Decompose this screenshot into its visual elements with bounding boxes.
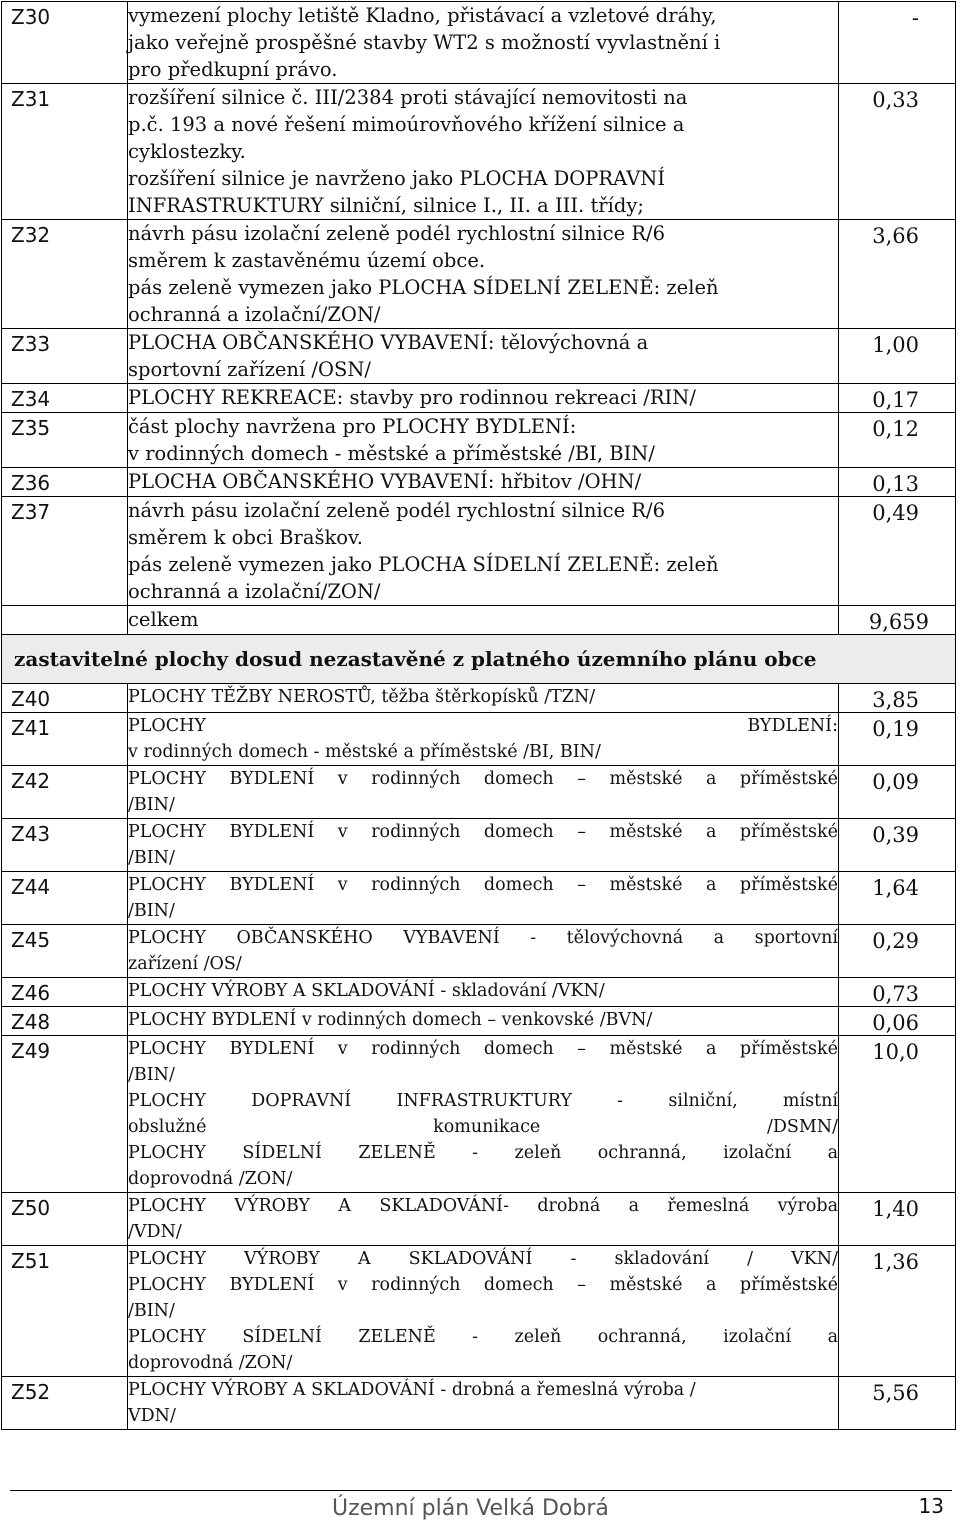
zone-row	[2, 925, 956, 978]
zone-description-line: sportovní zařízení /OSN/	[128, 358, 371, 381]
footer-divider	[10, 1490, 952, 1491]
zone-description-cell	[128, 384, 839, 413]
zone-area-value: 3,85	[872, 688, 919, 712]
zone-id: Z51	[11, 1249, 51, 1273]
zone-description-line: ochranná a izolační/ZON/	[128, 580, 381, 603]
zone-area-cell	[839, 713, 956, 766]
zone-id-cell	[2, 1007, 128, 1036]
zone-id: Z31	[11, 87, 51, 111]
zone-description-cell	[128, 1036, 839, 1193]
zone-description-line: návrh pásu izolační zeleně podél rychlostní silnice R/6	[128, 499, 665, 522]
zone-description-line: /BIN/	[128, 1065, 175, 1085]
zone-description-cell	[128, 84, 839, 220]
zone-id-cell	[2, 384, 128, 413]
zone-id-cell	[2, 872, 128, 925]
zone-id-cell	[2, 2, 128, 84]
zone-area-value: 0,06	[872, 1011, 919, 1035]
zone-area-value: 0,73	[872, 982, 919, 1006]
zone-id: Z33	[11, 332, 51, 356]
zone-description-line: /BIN/	[128, 848, 175, 868]
zone-description-cell	[128, 1246, 839, 1377]
zone-id: Z50	[11, 1196, 51, 1220]
zone-description-cell	[128, 2, 839, 84]
zone-id-cell	[2, 84, 128, 220]
zone-area-cell	[839, 220, 956, 329]
zone-id: Z32	[11, 223, 51, 247]
zone-id: Z37	[11, 500, 51, 524]
zone-description-line: směrem k zastavěnému území obce.	[128, 249, 486, 272]
zone-id-cell	[2, 925, 128, 978]
zone-row	[2, 384, 956, 413]
zone-description-line: PLOCHY VÝROBY A SKLADOVÁNÍ - drobná a řemeslná výroba /	[128, 1380, 696, 1400]
zone-description-line: PLOCHY SÍDELNÍ ZELENĚ - zeleň ochranná, izolační a	[128, 1143, 838, 1163]
zone-description-line: pás zeleně vymezen jako PLOCHA SÍDELNÍ ZELENĚ: zeleň	[128, 553, 719, 576]
zone-row	[2, 1036, 956, 1193]
zone-row	[2, 819, 956, 872]
zone-row	[2, 1007, 956, 1036]
total-id-cell	[2, 606, 128, 635]
zone-description-line: PLOCHY BYDLENÍ v rodinných domech – městské a příměstské	[128, 1039, 838, 1059]
zone-id: Z43	[11, 822, 51, 846]
zone-description-line: PLOCHY BYDLENÍ v rodinných domech – městské a příměstské	[128, 875, 838, 895]
zone-area-value: 3,66	[872, 224, 919, 248]
zone-description-cell	[128, 713, 839, 766]
zone-area-cell	[839, 1377, 956, 1430]
zone-description-cell	[128, 329, 839, 384]
zone-description-line: rozšíření silnice je navrženo jako PLOCHA DOPRAVNÍ	[128, 167, 666, 190]
zone-description-line: obslužné komunikace /DSMN/	[128, 1117, 838, 1137]
zone-description-cell	[128, 468, 839, 497]
zone-area-value: -	[911, 6, 919, 30]
zone-description-line: jako veřejně prospěšné stavby WT2 s možností vyvlastnění i	[128, 31, 721, 54]
zone-id-cell	[2, 220, 128, 329]
zone-id-cell	[2, 684, 128, 713]
zone-description-line: INFRASTRUKTURY silniční, silnice I., II. a III. třídy;	[128, 194, 644, 217]
zone-area-cell	[839, 84, 956, 220]
zone-description-cell	[128, 1193, 839, 1246]
zone-description-cell	[128, 497, 839, 606]
zone-row	[2, 468, 956, 497]
zone-description-line: p.č. 193 a nové řešení mimoúrovňového křížení silnice a	[128, 113, 685, 136]
zone-id: Z36	[11, 471, 51, 495]
zone-description-line: směrem k obci Braškov.	[128, 526, 363, 549]
zone-description-line: PLOCHY VÝROBY A SKLADOVÁNÍ - skladování / VKN/	[128, 1249, 838, 1269]
zone-description-line: doprovodná /ZON/	[128, 1353, 293, 1373]
zone-area-value: 0,49	[872, 501, 919, 525]
zone-description-cell	[128, 819, 839, 872]
zone-area-value: 0,39	[872, 823, 919, 847]
zone-id-cell	[2, 819, 128, 872]
zone-area-cell	[839, 684, 956, 713]
zones-table	[1, 1, 956, 1430]
zone-area-value: 1,00	[872, 333, 919, 357]
zone-description-line: PLOCHY VÝROBY A SKLADOVÁNÍ - skladování /VKN/	[128, 981, 605, 1001]
zone-description-line: PLOCHY BYDLENÍ v rodinných domech – městské a příměstské	[128, 1275, 838, 1295]
zone-description-line: rozšíření silnice č. III/2384 proti stávající nemovitosti na	[128, 86, 688, 109]
zone-description-line: PLOCHY SÍDELNÍ ZELENĚ - zeleň ochranná, izolační a	[128, 1327, 838, 1347]
section-header-cell	[2, 635, 956, 684]
zone-id: Z46	[11, 981, 51, 1005]
zone-area-value: 1,64	[872, 876, 919, 900]
zone-description-cell	[128, 220, 839, 329]
zone-id-cell	[2, 413, 128, 468]
zone-area-value: 0,12	[872, 417, 919, 441]
zone-description-cell	[128, 1007, 839, 1036]
zone-row	[2, 1377, 956, 1430]
zone-description-line: /BIN/	[128, 1301, 175, 1321]
total-value: 9,659	[868, 610, 929, 634]
zone-description-line: pás zeleně vymezen jako PLOCHA SÍDELNÍ ZELENĚ: zeleň	[128, 276, 719, 299]
zone-id: Z45	[11, 928, 51, 952]
zone-area-cell	[839, 925, 956, 978]
zone-description-line: PLOCHY REKREACE: stavby pro rodinnou rekreaci /RIN/	[128, 386, 696, 409]
total-value-cell	[839, 606, 956, 635]
zone-description-line: PLOCHY OBČANSKÉHO VYBAVENÍ - tělovýchovná a sportovní	[128, 928, 838, 948]
zone-description-cell	[128, 684, 839, 713]
zone-area-cell	[839, 1246, 956, 1377]
zone-area-cell	[839, 468, 956, 497]
zone-id-cell	[2, 1377, 128, 1430]
zone-area-cell	[839, 497, 956, 606]
zone-id: Z35	[11, 416, 51, 440]
zone-description-line: část plochy navržena pro PLOCHY BYDLENÍ:	[128, 415, 577, 438]
zone-area-cell	[839, 978, 956, 1007]
zone-id-cell	[2, 497, 128, 606]
zone-description-line: v rodinných domech - městské a příměstské /BI, BIN/	[128, 442, 655, 465]
zone-area-cell	[839, 2, 956, 84]
zone-description-line: PLOCHA OBČANSKÉHO VYBAVENÍ: tělovýchovná a	[128, 331, 649, 354]
zone-description-line: cyklostezky.	[128, 140, 246, 163]
zone-row	[2, 497, 956, 606]
zone-area-cell	[839, 1007, 956, 1036]
zone-id-cell	[2, 766, 128, 819]
zone-description-cell	[128, 1377, 839, 1430]
zone-description-cell	[128, 766, 839, 819]
total-row	[2, 606, 956, 635]
zone-area-cell	[839, 766, 956, 819]
zone-description-line: ochranná a izolační/ZON/	[128, 303, 381, 326]
zone-row	[2, 978, 956, 1007]
zone-area-value: 1,40	[872, 1197, 919, 1221]
zone-area-value: 5,56	[872, 1381, 919, 1405]
zone-area-cell	[839, 1193, 956, 1246]
zone-area-cell	[839, 819, 956, 872]
zone-row	[2, 713, 956, 766]
total-label-cell	[128, 606, 839, 635]
footer-page-number: 13	[918, 1494, 944, 1518]
zone-id: Z48	[11, 1010, 51, 1034]
zone-description-line: /BIN/	[128, 795, 175, 815]
zone-description-cell	[128, 925, 839, 978]
zone-area-value: 0,19	[872, 717, 919, 741]
zone-row	[2, 684, 956, 713]
zone-row	[2, 413, 956, 468]
footer-document-title: Územní plán Velká Dobrá	[332, 1496, 609, 1521]
zone-area-cell	[839, 1036, 956, 1193]
zone-description-cell	[128, 872, 839, 925]
zone-id: Z34	[11, 387, 51, 411]
zone-id-cell	[2, 329, 128, 384]
zone-id: Z30	[11, 5, 51, 29]
zone-row	[2, 329, 956, 384]
zone-description-line: PLOCHA OBČANSKÉHO VYBAVENÍ: hřbitov /OHN/	[128, 470, 642, 493]
zone-description-line: PLOCHY DOPRAVNÍ INFRASTRUKTURY - silniční, místní	[128, 1091, 838, 1111]
zone-description-line: PLOCHY VÝROBY A SKLADOVÁNÍ- drobná a řemeslná výroba	[128, 1196, 838, 1216]
zone-description-line: VDN/	[128, 1406, 176, 1426]
zone-id-cell	[2, 713, 128, 766]
zone-row	[2, 2, 956, 84]
zone-row	[2, 220, 956, 329]
zone-description-cell	[128, 413, 839, 468]
zone-row	[2, 84, 956, 220]
total-label: celkem	[128, 608, 199, 631]
zone-row	[2, 766, 956, 819]
zone-description-line: PLOCHY BYDLENÍ:	[128, 716, 838, 736]
zone-area-value: 0,29	[872, 929, 919, 953]
zone-area-value: 1,36	[872, 1250, 919, 1274]
zone-description-line: doprovodná /ZON/	[128, 1169, 293, 1189]
zone-area-cell	[839, 329, 956, 384]
zone-description-cell	[128, 978, 839, 1007]
zone-id-cell	[2, 1036, 128, 1193]
zone-description-line: zařízení /OS/	[128, 954, 242, 974]
zone-area-value: 0,33	[872, 88, 919, 112]
zone-id: Z49	[11, 1039, 51, 1063]
zone-description-line: PLOCHY BYDLENÍ v rodinných domech – městské a příměstské	[128, 822, 838, 842]
zone-area-value: 0,09	[872, 770, 919, 794]
zone-area-value: 0,13	[872, 472, 919, 496]
zone-id-cell	[2, 1246, 128, 1377]
zone-description-line: návrh pásu izolační zeleně podél rychlostní silnice R/6	[128, 222, 665, 245]
zone-area-cell	[839, 384, 956, 413]
zone-description-line: PLOCHY TĚŽBY NEROSTŮ, těžba štěrkopísků /TZN/	[128, 687, 596, 707]
zone-row	[2, 1193, 956, 1246]
zone-area-cell	[839, 413, 956, 468]
zone-description-line: /BIN/	[128, 901, 175, 921]
zone-row	[2, 1246, 956, 1377]
zone-area-cell	[839, 872, 956, 925]
zone-id-cell	[2, 468, 128, 497]
zone-description-line: PLOCHY BYDLENÍ v rodinných domech – venkovské /BVN/	[128, 1010, 653, 1030]
zone-description-line: v rodinných domech - městské a příměstské /BI, BIN/	[128, 742, 601, 762]
zone-description-line: pro předkupní právo.	[128, 58, 338, 81]
zone-area-value: 10,0	[872, 1040, 919, 1064]
zone-id: Z52	[11, 1380, 51, 1404]
zone-id-cell	[2, 1193, 128, 1246]
zone-id: Z40	[11, 687, 51, 711]
zone-id: Z44	[11, 875, 51, 899]
zone-description-line: vymezení plochy letiště Kladno, přistávací a vzletové dráhy,	[128, 4, 717, 27]
zone-id: Z41	[11, 716, 51, 740]
zone-description-line: PLOCHY BYDLENÍ v rodinných domech – městské a příměstské	[128, 769, 838, 789]
zone-id-cell	[2, 978, 128, 1007]
zone-area-value: 0,17	[872, 388, 919, 412]
zone-row	[2, 872, 956, 925]
section-title: zastavitelné plochy dosud nezastavěné z platného územního plánu obce	[14, 647, 817, 671]
zone-id: Z42	[11, 769, 51, 793]
section-header-row	[2, 635, 956, 684]
zone-description-line: /VDN/	[128, 1222, 182, 1242]
